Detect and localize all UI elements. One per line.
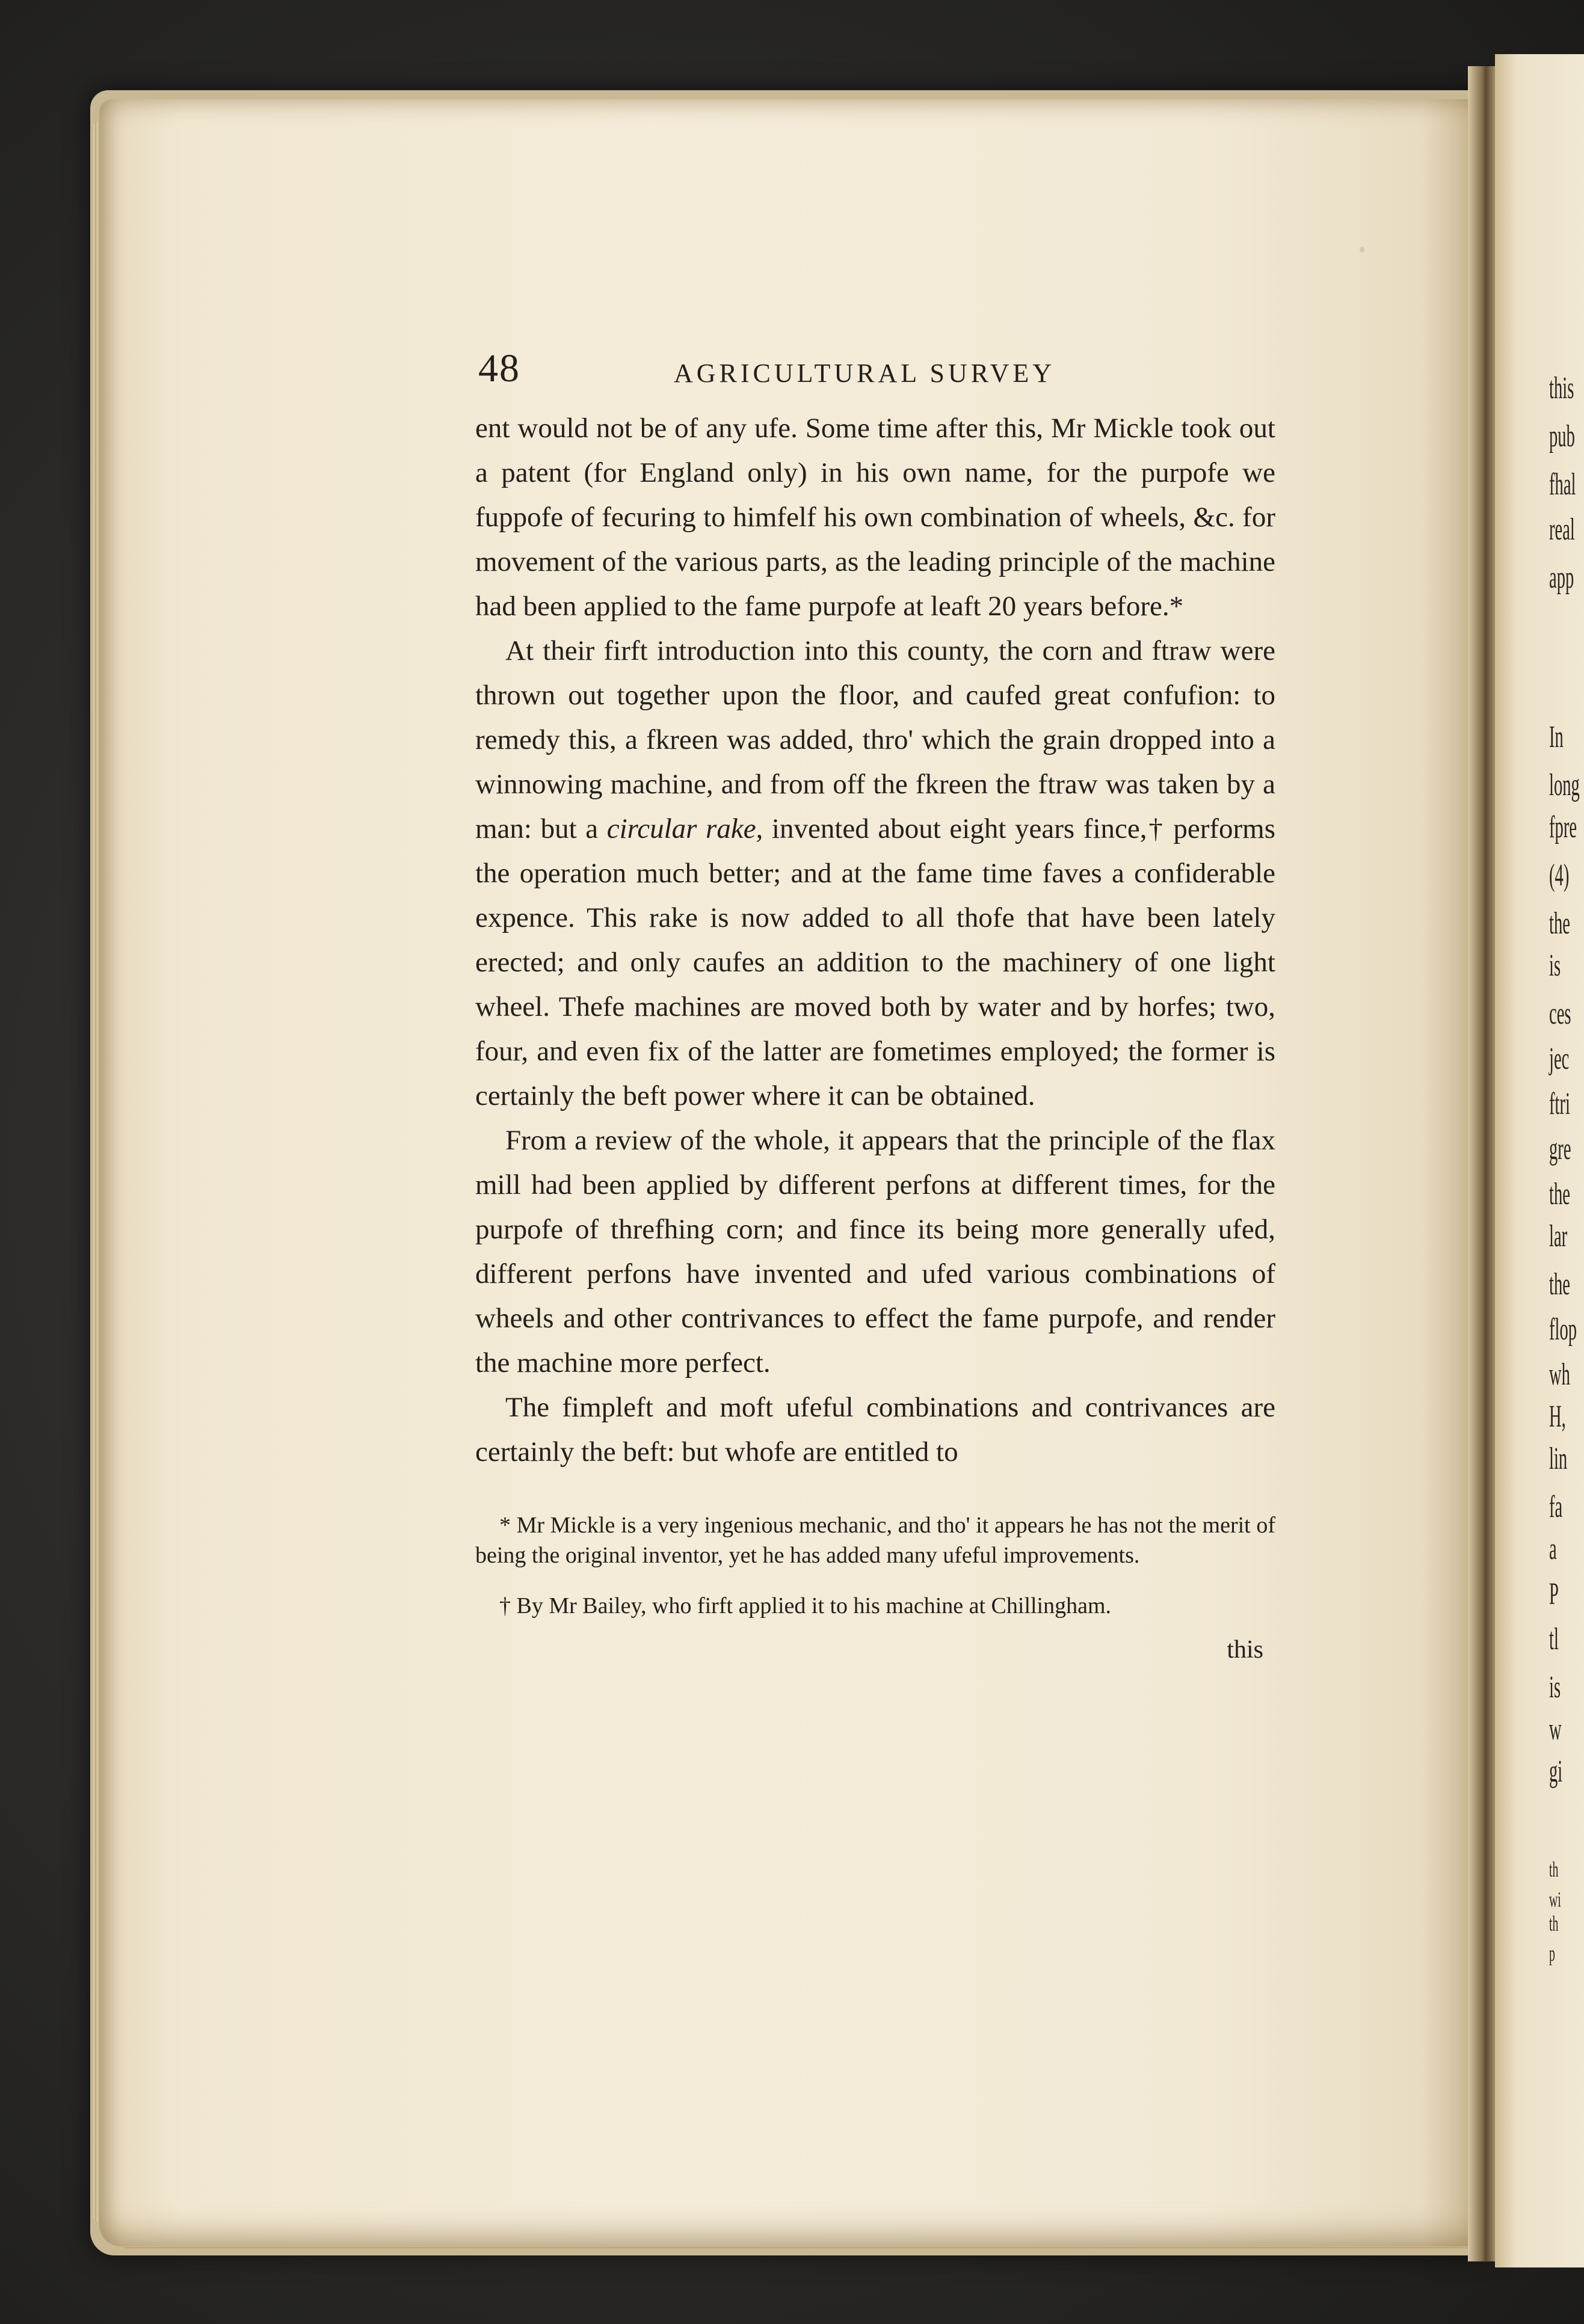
page-number: 48 (478, 346, 520, 390)
facing-page-fragment: real (1549, 512, 1575, 547)
facing-page-fragment: long (1549, 768, 1580, 802)
facing-page-fragment: ftri (1549, 1087, 1570, 1121)
facing-page-fragment: w (1549, 1712, 1562, 1747)
facing-page-fragment: H, (1549, 1400, 1566, 1434)
facing-page-fragment: th (1549, 1911, 1559, 1935)
book-gutter (1468, 66, 1498, 2261)
facing-page-fragment: ces (1549, 997, 1571, 1031)
facing-page-fragment: (4) (1549, 858, 1570, 893)
facing-page-fragment: tl (1549, 1622, 1559, 1656)
paragraph-italic-text: circular rake, (606, 813, 763, 844)
facing-page-fragment: app (1549, 561, 1574, 595)
facing-page-fragment: jec (1549, 1042, 1570, 1076)
foxing-spot (1360, 247, 1364, 253)
facing-page-fragment: fa (1549, 1490, 1563, 1524)
facing-page-fragment: gi (1549, 1754, 1563, 1789)
facing-page-fragment: pub (1549, 419, 1575, 453)
running-title: AGRICULTURAL SURVEY (674, 358, 1056, 388)
facing-page-fragment: the (1549, 1177, 1570, 1211)
paragraph (475, 1118, 1275, 1385)
catchword: this (1227, 1636, 1263, 1664)
facing-page-fragment: In (1549, 720, 1564, 754)
facing-page-fragment: this (1549, 371, 1574, 405)
facing-page-fragment: fhal (1549, 467, 1576, 502)
paragraph-text: From a review of the whole, it appears that the principle of the flax mill had been applied by different perfons at different times, for the purpofe of threfhing corn; and fince its being more generally ufed, different perfons have invented and ufed various combinations of wheels and other contrivances to effect the fame purpofe, and render the machine more perfect. (475, 1125, 1275, 1379)
body-text (475, 406, 1275, 1474)
text-block (475, 334, 1275, 1664)
footnote: * Mr Mickle is a very ingenious mechanic, and tho' it appears he has not the merit of being the original inventor, yet he has added many ufeful improvements. (475, 1513, 1275, 1568)
facing-page-fragment: a (1549, 1532, 1557, 1566)
footnotes (475, 1510, 1275, 1621)
facing-page-fragment: th (1549, 1857, 1559, 1881)
facing-page-fragment: p (1549, 1941, 1555, 1966)
paragraph-text: At their firft introduction into this county, the corn and ftraw were thrown out together upon the floor, and caufed great confufion: to remedy this, a fkreen was added, thro' which the grain dropped into a winnowing machine, and from off the fkreen the ftraw was taken by a man: but a (475, 635, 1275, 844)
facing-page-fragment: wi (1549, 1887, 1561, 1911)
paragraph-text: ent would not be of any ufe. Some time after this, Mr Mickle took out a patent (for England only) in his own name, for the purpofe we fuppofe of fecuring to himfelf his own combination of wheels, &c. for movement of the various parts, as the leading principle of the machine had been applied to the fame purpofe at leaft 20 years before.* (475, 413, 1275, 622)
facing-page-fragment: is (1549, 1670, 1561, 1705)
footnote: † By Mr Bailey, who firft applied it to his machine at Chillingham. (499, 1593, 1112, 1618)
facing-page-fragment: flop (1549, 1312, 1577, 1347)
facing-page-fragment: is (1549, 948, 1561, 983)
facing-page-fragment: gre (1549, 1132, 1571, 1166)
facing-page-fragment: fpre (1549, 810, 1577, 844)
facing-page-fragment: wh (1549, 1357, 1570, 1392)
paragraph (475, 406, 1275, 629)
paragraph-text: The fimpleft and moft ufeful combinations and contrivances are certainly the beft: but whofe are entitled to (475, 1392, 1275, 1468)
paragraph (475, 629, 1275, 1118)
facing-page-fragment: lin (1549, 1442, 1568, 1476)
running-head (475, 334, 1275, 406)
facing-page-fragment: the (1549, 1267, 1570, 1302)
paragraph (475, 1385, 1275, 1474)
facing-page-fragment: lar (1549, 1219, 1568, 1253)
facing-page-fragment: P (1549, 1577, 1559, 1611)
facing-page-fragment: the (1549, 906, 1570, 941)
paragraph-text: invented about eight years fince,† performs the operation much better; and at the fame time faves a confiderable expence. This rake is now added to all thofe that have been lately erected; and only caufes an addition to the machinery of one light wheel. Thefe machines are moved both by water and by horfes; two, four, and even fix of the latter are fometimes employed; the former is certainly the beft power where it can be obtained. (475, 813, 1275, 1111)
